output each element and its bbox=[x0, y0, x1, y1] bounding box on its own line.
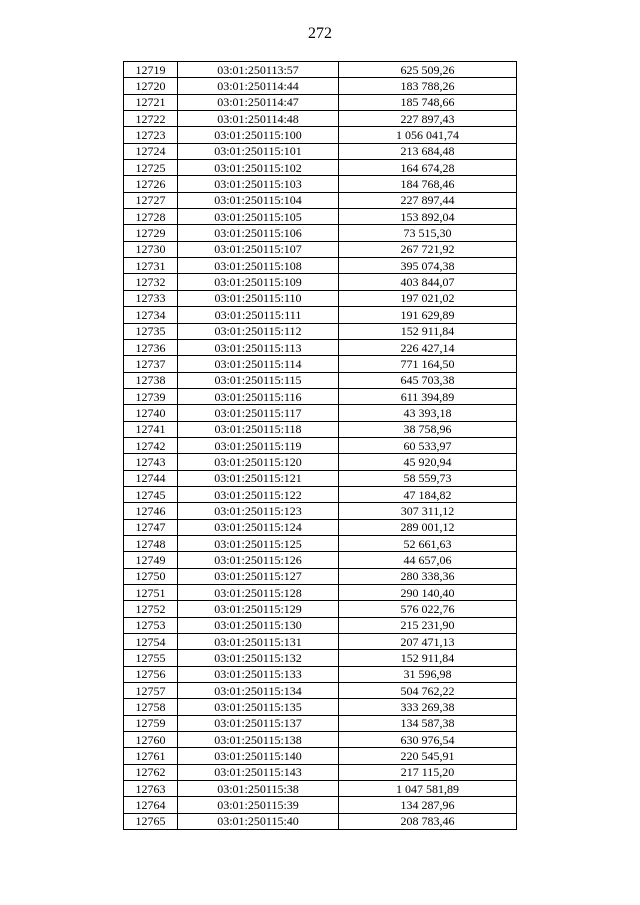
cadastral-number-cell: 03:01:250115:124 bbox=[178, 519, 339, 535]
cadastral-number-cell: 03:01:250115:117 bbox=[178, 405, 339, 421]
cadastral-value-cell: 289 001,12 bbox=[339, 519, 517, 535]
row-number-cell: 12738 bbox=[124, 372, 178, 388]
table-row bbox=[124, 241, 517, 257]
cadastral-value-cell: 213 684,48 bbox=[339, 143, 517, 159]
table-row bbox=[124, 650, 517, 666]
cadastral-number-cell: 03:01:250115:134 bbox=[178, 683, 339, 699]
table-row bbox=[124, 813, 517, 829]
cadastral-value-cell: 47 184,82 bbox=[339, 486, 517, 502]
cadastral-value-cell: 164 674,28 bbox=[339, 160, 517, 176]
cadastral-number-cell: 03:01:250115:133 bbox=[178, 666, 339, 682]
row-number-cell: 12762 bbox=[124, 764, 178, 780]
row-number-cell: 12741 bbox=[124, 421, 178, 437]
table-row bbox=[124, 62, 517, 78]
row-number-cell: 12751 bbox=[124, 585, 178, 601]
cadastral-number-cell: 03:01:250114:44 bbox=[178, 78, 339, 94]
cadastral-value-cell: 58 559,73 bbox=[339, 470, 517, 486]
cadastral-number-cell: 03:01:250115:119 bbox=[178, 437, 339, 453]
table-row bbox=[124, 552, 517, 568]
table-row bbox=[124, 601, 517, 617]
cadastral-number-cell: 03:01:250115:109 bbox=[178, 274, 339, 290]
row-number-cell: 12725 bbox=[124, 160, 178, 176]
table-row bbox=[124, 323, 517, 339]
cadastral-value-cell: 280 338,36 bbox=[339, 568, 517, 584]
cadastral-value-cell: 1 047 581,89 bbox=[339, 781, 517, 797]
cadastral-number-cell: 03:01:250114:48 bbox=[178, 111, 339, 127]
cadastral-number-cell: 03:01:250115:112 bbox=[178, 323, 339, 339]
table-row bbox=[124, 176, 517, 192]
cadastral-number-cell: 03:01:250115:111 bbox=[178, 307, 339, 323]
cadastral-value-cell: 134 287,96 bbox=[339, 797, 517, 813]
table-row bbox=[124, 437, 517, 453]
table-row bbox=[124, 634, 517, 650]
row-number-cell: 12759 bbox=[124, 715, 178, 731]
table-row bbox=[124, 748, 517, 764]
cadastral-number-cell: 03:01:250115:125 bbox=[178, 535, 339, 551]
row-number-cell: 12765 bbox=[124, 813, 178, 829]
cadastral-number-cell: 03:01:250115:118 bbox=[178, 421, 339, 437]
cadastral-number-cell: 03:01:250115:135 bbox=[178, 699, 339, 715]
cadastral-number-cell: 03:01:250115:103 bbox=[178, 176, 339, 192]
row-number-cell: 12748 bbox=[124, 535, 178, 551]
table-row bbox=[124, 290, 517, 306]
cadastral-number-cell: 03:01:250115:102 bbox=[178, 160, 339, 176]
row-number-cell: 12743 bbox=[124, 454, 178, 470]
cadastral-value-cell: 625 509,26 bbox=[339, 62, 517, 78]
cadastral-value-cell: 630 976,54 bbox=[339, 732, 517, 748]
row-number-cell: 12746 bbox=[124, 503, 178, 519]
cadastral-number-cell: 03:01:250115:140 bbox=[178, 748, 339, 764]
table-row bbox=[124, 764, 517, 780]
cadastral-value-cell: 197 021,02 bbox=[339, 290, 517, 306]
table-row bbox=[124, 127, 517, 143]
table-row bbox=[124, 405, 517, 421]
cadastral-number-cell: 03:01:250113:57 bbox=[178, 62, 339, 78]
table-row bbox=[124, 797, 517, 813]
row-number-cell: 12726 bbox=[124, 176, 178, 192]
row-number-cell: 12729 bbox=[124, 225, 178, 241]
cadastral-value-cell: 290 140,40 bbox=[339, 585, 517, 601]
page-number: 272 bbox=[308, 25, 332, 42]
table-row bbox=[124, 274, 517, 290]
cadastral-number-cell: 03:01:250115:107 bbox=[178, 241, 339, 257]
row-number-cell: 12763 bbox=[124, 781, 178, 797]
table-row bbox=[124, 617, 517, 633]
row-number-cell: 12737 bbox=[124, 356, 178, 372]
table-row bbox=[124, 454, 517, 470]
row-number-cell: 12730 bbox=[124, 241, 178, 257]
cadastral-number-cell: 03:01:250115:137 bbox=[178, 715, 339, 731]
cadastral-number-cell: 03:01:250115:108 bbox=[178, 258, 339, 274]
row-number-cell: 12735 bbox=[124, 323, 178, 339]
table-row bbox=[124, 143, 517, 159]
row-number-cell: 12764 bbox=[124, 797, 178, 813]
cadastral-number-cell: 03:01:250115:100 bbox=[178, 127, 339, 143]
row-number-cell: 12740 bbox=[124, 405, 178, 421]
cadastral-value-cell: 60 533,97 bbox=[339, 437, 517, 453]
row-number-cell: 12736 bbox=[124, 339, 178, 355]
table-row bbox=[124, 356, 517, 372]
cadastral-value-cell: 227 897,44 bbox=[339, 192, 517, 208]
row-number-cell: 12760 bbox=[124, 732, 178, 748]
cadastral-number-cell: 03:01:250115:131 bbox=[178, 634, 339, 650]
row-number-cell: 12723 bbox=[124, 127, 178, 143]
cadastral-number-cell: 03:01:250115:123 bbox=[178, 503, 339, 519]
table-row bbox=[124, 585, 517, 601]
cadastral-value-cell: 645 703,38 bbox=[339, 372, 517, 388]
cadastral-value-cell: 220 545,91 bbox=[339, 748, 517, 764]
registry-table bbox=[123, 61, 517, 830]
table-row bbox=[124, 225, 517, 241]
cadastral-value-cell: 44 657,06 bbox=[339, 552, 517, 568]
cadastral-value-cell: 152 911,84 bbox=[339, 650, 517, 666]
cadastral-value-cell: 504 762,22 bbox=[339, 683, 517, 699]
row-number-cell: 12757 bbox=[124, 683, 178, 699]
cadastral-value-cell: 153 892,04 bbox=[339, 209, 517, 225]
cadastral-value-cell: 184 768,46 bbox=[339, 176, 517, 192]
cadastral-value-cell: 1 056 041,74 bbox=[339, 127, 517, 143]
cadastral-value-cell: 208 783,46 bbox=[339, 813, 517, 829]
table-row bbox=[124, 781, 517, 797]
cadastral-number-cell: 03:01:250115:120 bbox=[178, 454, 339, 470]
cadastral-number-cell: 03:01:250115:114 bbox=[178, 356, 339, 372]
cadastral-number-cell: 03:01:250115:116 bbox=[178, 388, 339, 404]
table-row bbox=[124, 160, 517, 176]
table-row bbox=[124, 503, 517, 519]
table-row bbox=[124, 519, 517, 535]
cadastral-number-cell: 03:01:250115:113 bbox=[178, 339, 339, 355]
row-number-cell: 12756 bbox=[124, 666, 178, 682]
cadastral-value-cell: 191 629,89 bbox=[339, 307, 517, 323]
cadastral-value-cell: 307 311,12 bbox=[339, 503, 517, 519]
table-row bbox=[124, 94, 517, 110]
row-number-cell: 12733 bbox=[124, 290, 178, 306]
cadastral-value-cell: 45 920,94 bbox=[339, 454, 517, 470]
table-row bbox=[124, 372, 517, 388]
cadastral-value-cell: 771 164,50 bbox=[339, 356, 517, 372]
cadastral-value-cell: 152 911,84 bbox=[339, 323, 517, 339]
cadastral-number-cell: 03:01:250115:115 bbox=[178, 372, 339, 388]
table-row bbox=[124, 535, 517, 551]
cadastral-value-cell: 73 515,30 bbox=[339, 225, 517, 241]
cadastral-number-cell: 03:01:250115:132 bbox=[178, 650, 339, 666]
cadastral-value-cell: 403 844,07 bbox=[339, 274, 517, 290]
table-row bbox=[124, 258, 517, 274]
row-number-cell: 12755 bbox=[124, 650, 178, 666]
cadastral-number-cell: 03:01:250115:129 bbox=[178, 601, 339, 617]
cadastral-number-cell: 03:01:250115:143 bbox=[178, 764, 339, 780]
row-number-cell: 12719 bbox=[124, 62, 178, 78]
cadastral-number-cell: 03:01:250115:105 bbox=[178, 209, 339, 225]
cadastral-value-cell: 183 788,26 bbox=[339, 78, 517, 94]
row-number-cell: 12721 bbox=[124, 94, 178, 110]
table-row bbox=[124, 732, 517, 748]
cadastral-number-cell: 03:01:250115:126 bbox=[178, 552, 339, 568]
row-number-cell: 12761 bbox=[124, 748, 178, 764]
cadastral-value-cell: 52 661,63 bbox=[339, 535, 517, 551]
table-row bbox=[124, 78, 517, 94]
row-number-cell: 12734 bbox=[124, 307, 178, 323]
cadastral-number-cell: 03:01:250115:130 bbox=[178, 617, 339, 633]
row-number-cell: 12739 bbox=[124, 388, 178, 404]
cadastral-value-cell: 227 897,43 bbox=[339, 111, 517, 127]
table-row bbox=[124, 111, 517, 127]
cadastral-value-cell: 134 587,38 bbox=[339, 715, 517, 731]
row-number-cell: 12727 bbox=[124, 192, 178, 208]
row-number-cell: 12732 bbox=[124, 274, 178, 290]
table-row bbox=[124, 421, 517, 437]
cadastral-value-cell: 267 721,92 bbox=[339, 241, 517, 257]
row-number-cell: 12744 bbox=[124, 470, 178, 486]
table-row bbox=[124, 666, 517, 682]
row-number-cell: 12722 bbox=[124, 111, 178, 127]
row-number-cell: 12749 bbox=[124, 552, 178, 568]
cadastral-number-cell: 03:01:250115:40 bbox=[178, 813, 339, 829]
cadastral-number-cell: 03:01:250115:110 bbox=[178, 290, 339, 306]
table-row bbox=[124, 307, 517, 323]
cadastral-number-cell: 03:01:250115:122 bbox=[178, 486, 339, 502]
row-number-cell: 12745 bbox=[124, 486, 178, 502]
cadastral-value-cell: 611 394,89 bbox=[339, 388, 517, 404]
table-row bbox=[124, 683, 517, 699]
row-number-cell: 12750 bbox=[124, 568, 178, 584]
table-row bbox=[124, 699, 517, 715]
table-row bbox=[124, 486, 517, 502]
cadastral-value-cell: 217 115,20 bbox=[339, 764, 517, 780]
cadastral-value-cell: 395 074,38 bbox=[339, 258, 517, 274]
cadastral-value-cell: 215 231,90 bbox=[339, 617, 517, 633]
cadastral-value-cell: 38 758,96 bbox=[339, 421, 517, 437]
cadastral-number-cell: 03:01:250115:38 bbox=[178, 781, 339, 797]
cadastral-number-cell: 03:01:250114:47 bbox=[178, 94, 339, 110]
cadastral-number-cell: 03:01:250115:127 bbox=[178, 568, 339, 584]
registry-table-body bbox=[124, 62, 517, 830]
table-row bbox=[124, 339, 517, 355]
cadastral-number-cell: 03:01:250115:106 bbox=[178, 225, 339, 241]
row-number-cell: 12742 bbox=[124, 437, 178, 453]
row-number-cell: 12758 bbox=[124, 699, 178, 715]
table-row bbox=[124, 388, 517, 404]
cadastral-value-cell: 207 471,13 bbox=[339, 634, 517, 650]
cadastral-value-cell: 31 596,98 bbox=[339, 666, 517, 682]
row-number-cell: 12753 bbox=[124, 617, 178, 633]
cadastral-number-cell: 03:01:250115:39 bbox=[178, 797, 339, 813]
table-row bbox=[124, 568, 517, 584]
row-number-cell: 12752 bbox=[124, 601, 178, 617]
cadastral-number-cell: 03:01:250115:101 bbox=[178, 143, 339, 159]
row-number-cell: 12754 bbox=[124, 634, 178, 650]
row-number-cell: 12747 bbox=[124, 519, 178, 535]
cadastral-number-cell: 03:01:250115:121 bbox=[178, 470, 339, 486]
row-number-cell: 12720 bbox=[124, 78, 178, 94]
cadastral-number-cell: 03:01:250115:104 bbox=[178, 192, 339, 208]
cadastral-value-cell: 43 393,18 bbox=[339, 405, 517, 421]
table-row bbox=[124, 470, 517, 486]
table-row bbox=[124, 209, 517, 225]
table-row bbox=[124, 192, 517, 208]
cadastral-value-cell: 185 748,66 bbox=[339, 94, 517, 110]
cadastral-value-cell: 226 427,14 bbox=[339, 339, 517, 355]
row-number-cell: 12724 bbox=[124, 143, 178, 159]
row-number-cell: 12731 bbox=[124, 258, 178, 274]
table-row bbox=[124, 715, 517, 731]
row-number-cell: 12728 bbox=[124, 209, 178, 225]
cadastral-value-cell: 333 269,38 bbox=[339, 699, 517, 715]
cadastral-value-cell: 576 022,76 bbox=[339, 601, 517, 617]
cadastral-number-cell: 03:01:250115:128 bbox=[178, 585, 339, 601]
cadastral-number-cell: 03:01:250115:138 bbox=[178, 732, 339, 748]
